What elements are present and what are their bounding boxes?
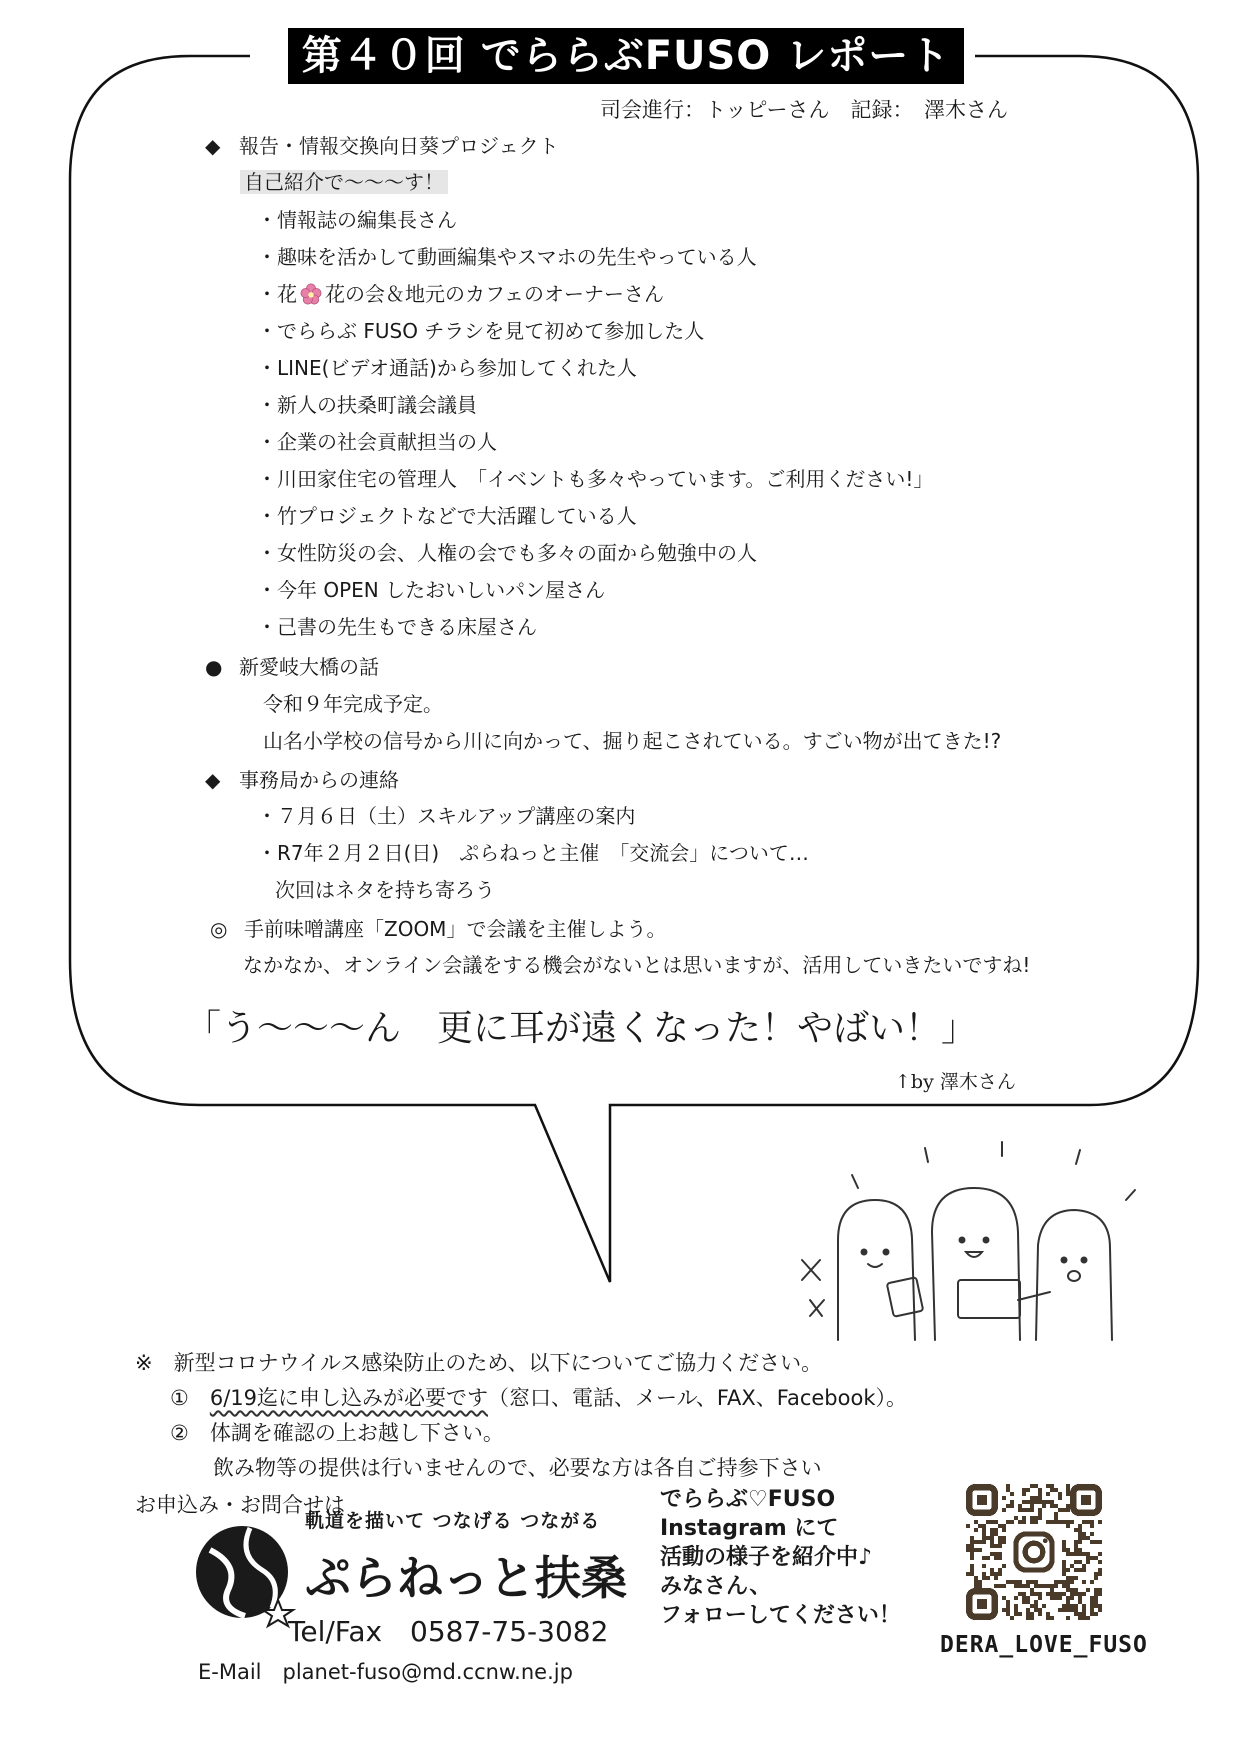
bullet-dot: ・ bbox=[257, 615, 277, 639]
bullet-dot: ・ bbox=[257, 504, 277, 528]
org-name: ぷらねっと扶桑 bbox=[305, 1551, 627, 1605]
notice-heading: ※ 新型コロナウイルス感染防止のため、以下についてご協力ください。 bbox=[135, 1351, 823, 1375]
bullet-dot: ・ bbox=[257, 208, 277, 232]
section-3 bbox=[205, 766, 399, 794]
section-4-line: なかなか、オンライン会議をする機会がないとは思いますが、活用していきたいですね! bbox=[243, 953, 1031, 977]
bullet-dot: ・ bbox=[257, 578, 277, 602]
diamond-bullet-icon: ◆ bbox=[205, 134, 221, 158]
tel-fax: Tel/Fax 0587-75-3082 bbox=[288, 1615, 609, 1648]
list-item: ・趣味を活かして動画編集やスマホの先生やっている人 bbox=[257, 245, 757, 269]
planet-logo-icon bbox=[190, 1520, 300, 1630]
notice-item-2: ② 体調を確認の上お越し下さい。 bbox=[170, 1421, 504, 1445]
list-item: ・LINE(ビデオ通話)から参加してくれた人 bbox=[257, 356, 637, 380]
flower-icon bbox=[299, 283, 323, 305]
list-item: ・７月６日（土）スキルアップ講座の案内 bbox=[257, 804, 636, 828]
bullet-dot: ・ bbox=[257, 282, 277, 306]
intro-label: 自己紹介で～～～す！ bbox=[240, 170, 448, 194]
email-address: E-Mail planet-fuso@md.ccnw.ne.jp bbox=[198, 1660, 573, 1684]
deadline-emphasis: 6/19迄に申し込みが必要です bbox=[209, 1386, 488, 1410]
list-item: ・企業の社会貢献担当の人 bbox=[257, 430, 497, 454]
notice-item-1: ① 6/19迄に申し込みが必要です（窓口、電話、メール、FAX、Facebook）。 bbox=[170, 1386, 907, 1410]
section-2 bbox=[205, 653, 379, 681]
bullet-dot: ・ bbox=[257, 541, 277, 565]
section-2-line: 山名小学校の信号から川に向かって、掘り起こされている。すごい物が出てきた!? bbox=[263, 729, 1002, 753]
list-item: ・女性防災の会、人権の会でも多々の面から勉強中の人 bbox=[257, 541, 757, 565]
contact-label: お申込み・お問合せは bbox=[135, 1493, 345, 1517]
report-title: 第４０回 でららぶFUSO レポート bbox=[288, 28, 964, 84]
bullet-dot: ・ bbox=[257, 430, 277, 454]
bullet-dot: ・ bbox=[257, 841, 277, 865]
list-item: ・竹プロジェクトなどで大活躍している人 bbox=[257, 504, 637, 528]
section-3-title: 事務局からの連絡 bbox=[239, 768, 399, 792]
section-2-line: 令和９年完成予定。 bbox=[263, 692, 443, 716]
notice-item-2-sub: 飲み物等の提供は行いませんので、必要な方は各自ご持参下さい bbox=[213, 1456, 822, 1480]
bullet-dot: ・ bbox=[257, 393, 277, 417]
list-item: ・R7年２月２日(日) ぷらねっと主催 「交流会」について… bbox=[257, 841, 809, 865]
reference-mark-icon: ※ bbox=[135, 1351, 153, 1375]
circle-bullet-icon: ● bbox=[205, 655, 223, 679]
section-1-title: 報告・情報交換向日葵プロジェクト bbox=[239, 134, 559, 158]
diamond-bullet-icon: ◆ bbox=[205, 768, 221, 792]
bullet-dot: ・ bbox=[257, 356, 277, 380]
bullet-dot: ・ bbox=[257, 245, 277, 269]
member-quote: 「う～～～ん 更に耳が遠くなった！やばい！」 bbox=[185, 1008, 978, 1049]
list-item: ・でららぶ FUSO チラシを見て初めて参加した人 bbox=[257, 319, 705, 343]
list-item: ・己書の先生もできる床屋さん bbox=[257, 615, 537, 639]
bullet-dot: ・ bbox=[257, 467, 277, 491]
section-4-title: 手前味噌講座「ZOOM」で会議を主催しよう。 bbox=[244, 917, 667, 941]
instagram-handle: DERA_LOVE_FUSO bbox=[940, 1632, 1148, 1658]
list-item: ・花 花の会＆地元のカフェのオーナーさん bbox=[257, 282, 664, 306]
list-item: ・今年 OPEN したおいしいパン屋さん bbox=[257, 578, 606, 602]
qr-code[interactable] bbox=[962, 1480, 1106, 1624]
org-tagline: 軌道を描いて つなげる つながる bbox=[305, 1510, 601, 1532]
section-4 bbox=[210, 915, 666, 943]
bullet-dot: ・ bbox=[257, 804, 277, 828]
double-circle-icon: ◎ bbox=[210, 917, 228, 941]
bullet-dot: ・ bbox=[257, 319, 277, 343]
list-item: ・新人の扶桑町議会議員 bbox=[257, 393, 477, 417]
facilitator-credit: 司会進行：トッピーさん 記録： 澤木さん bbox=[600, 98, 1009, 122]
list-item: ・情報誌の編集長さん bbox=[257, 208, 457, 232]
section-1 bbox=[205, 132, 559, 160]
section-3-note: 次回はネタを持ち寄ろう bbox=[275, 878, 495, 902]
instagram-promo: でららぶ♡FUSO Instagram にて 活動の様子を紹介中♪ みなさん、 フォローしてください！ bbox=[660, 1487, 901, 1628]
section-2-title: 新愛岐大橋の話 bbox=[239, 655, 379, 679]
quote-attribution: ↑by 澤木さん bbox=[895, 1071, 1016, 1093]
intro-label-row bbox=[240, 168, 448, 196]
list-item: ・川田家住宅の管理人 「イベントも多々やっています。ご利用ください!」 bbox=[257, 467, 934, 491]
three-people-illustration bbox=[780, 1120, 1160, 1360]
